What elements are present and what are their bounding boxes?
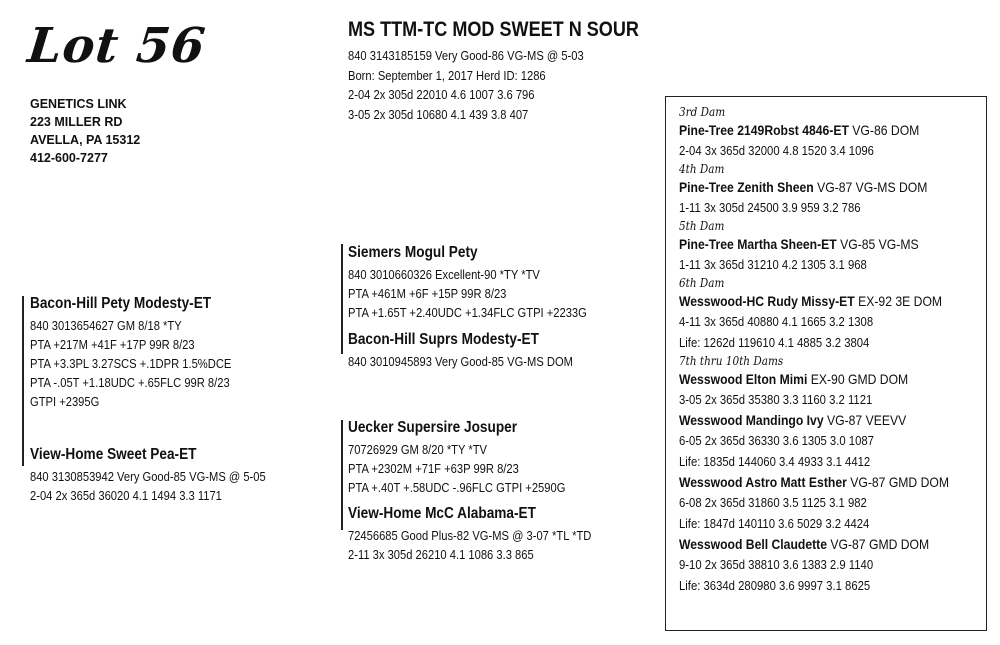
- sire-sire-line: PTA +461M +6F +15P 99R 8/23: [348, 286, 507, 301]
- ancestor-dam-registered-name: Pine-Tree 2149Robst 4846-ET: [679, 122, 853, 138]
- sire-dam-details: [348, 352, 573, 371]
- ancestor-dam-classification: VG-87 VEEVV: [826, 412, 907, 428]
- sire-line: PTA +3.3PL 3.27SCS +.1DPR 1.5%DCE: [30, 356, 232, 371]
- sire-dam-line: 840 3010945893 Very Good-85 VG-MS DOM: [348, 354, 573, 369]
- ancestor-dam-classification: EX-92 3E DOM: [858, 293, 943, 309]
- dam-dam-details: [348, 526, 591, 564]
- ancestor-dam-registered-name: Wesswood Mandingo Ivy: [679, 412, 827, 428]
- lot-title: Lot 56: [25, 18, 209, 74]
- generation-label: 4th Dam: [679, 162, 725, 176]
- maternal-line-list: [679, 104, 949, 596]
- subject-line: 2-04 2x 305d 22010 4.6 1007 3.6 796: [348, 87, 535, 102]
- sire-line: 840 3013654627 GM 8/18 *TY: [30, 318, 182, 333]
- ancestor-dam-name: [679, 120, 949, 140]
- ancestor-dam-registered-name: Pine-Tree Martha Sheen-ET: [679, 236, 841, 252]
- subject-line: 3-05 2x 305d 10680 4.1 439 3.8 407: [348, 106, 529, 122]
- sire-details: [30, 316, 231, 411]
- ancestor-dam-registered-name: Pine-Tree Zenith Sheen: [679, 179, 818, 195]
- subject-details: [348, 46, 584, 124]
- consigner-name: GENETICS LINK: [30, 97, 127, 111]
- ancestor-dam-registered-name: Wesswood-HC Rudy Missy-ET: [679, 293, 859, 309]
- ancestor-dam-record: 1-11 3x 305d 24500 3.9 959 3.2 786: [679, 200, 861, 215]
- sire-line: GTPI +2395G: [30, 394, 100, 409]
- generation-label: 6th Dam: [679, 276, 725, 290]
- consigner-phone: 412-600-7277: [30, 151, 108, 165]
- dam-line: 840 3130853942 Very Good-85 VG-MS @ 5-05: [30, 469, 266, 484]
- ancestor-dam-name: [679, 472, 949, 492]
- sire-sire-line: 840 3010660326 Excellent-90 *TY *TV: [348, 267, 540, 282]
- sire-sire-name: Siemers Mogul Pety: [348, 244, 478, 261]
- ancestor-dam-record: 6-05 2x 365d 36330 3.6 1305 3.0 1087: [679, 433, 874, 448]
- sire-sire-line: PTA +1.65T +2.40UDC +1.34FLC GTPI +2233G: [348, 305, 587, 320]
- ancestor-dam-classification: VG-87 VG-MS DOM: [817, 179, 928, 195]
- dam-details: [30, 467, 266, 505]
- generation-label: 3rd Dam: [679, 105, 726, 119]
- ancestor-dam-record: Life: 1847d 140110 3.6 5029 3.2 4424: [679, 516, 870, 531]
- dam-bracket: [341, 420, 343, 530]
- ancestor-dam-classification: VG-87 GMD DOM: [850, 474, 950, 490]
- ancestor-dam-name: [679, 234, 949, 254]
- ancestor-dam-name: [679, 291, 949, 311]
- ancestor-dam-registered-name: Wesswood Astro Matt Esther: [679, 474, 851, 490]
- sire-name: Bacon-Hill Pety Modesty-ET: [30, 295, 212, 312]
- consigner-address: [30, 95, 140, 167]
- ancestor-dam-classification: VG-87 GMD DOM: [830, 536, 930, 552]
- ancestor-dam-name: [679, 177, 949, 197]
- ancestor-dam-record: Life: 1262d 119610 4.1 4885 3.2 3804: [679, 335, 870, 350]
- dam-sire-line: PTA +2302M +71F +63P 99R 8/23: [348, 461, 519, 476]
- sire-dam-bracket: [22, 296, 24, 466]
- ancestor-dam-record: 3-05 2x 365d 35380 3.3 1160 3.2 1121: [679, 392, 873, 407]
- ancestor-dam-registered-name: Wesswood Bell Claudette: [679, 536, 831, 552]
- dam-dam-line: 2-11 3x 305d 26210 4.1 1086 3.3 865: [348, 547, 534, 562]
- sire-line: PTA +217M +41F +17P 99R 8/23: [30, 337, 195, 352]
- ancestor-dam-record: Life: 1835d 144060 3.4 4933 3.1 4412: [679, 454, 871, 469]
- consigner-city: AVELLA, PA 15312: [30, 133, 141, 147]
- ancestor-dam-name: [679, 410, 949, 430]
- ancestor-dam-classification: EX-90 GMD DOM: [810, 371, 909, 387]
- dam-dam-name: View-Home McC Alabama-ET: [348, 505, 536, 522]
- ancestor-dam-record: 9-10 2x 365d 38810 3.6 1383 2.9 1140: [679, 557, 874, 572]
- ancestor-dam-registered-name: Wesswood Elton Mimi: [679, 371, 811, 387]
- ancestor-dam-record: 4-11 3x 365d 40880 4.1 1665 3.2 1308: [679, 314, 874, 329]
- sire-dam-name: Bacon-Hill Suprs Modesty-ET: [348, 331, 539, 348]
- dam-sire-line: PTA +.40T +.58UDC -.96FLC GTPI +2590G: [348, 480, 566, 495]
- consigner-street: 223 MILLER RD: [30, 115, 123, 129]
- subject-line: Born: September 1, 2017 Herd ID: 1286: [348, 67, 546, 83]
- sire-bracket: [341, 244, 343, 354]
- dam-sire-name: Uecker Supersire Josuper: [348, 419, 518, 436]
- dam-dam-line: 72456685 Good Plus-82 VG-MS @ 3-07 *TL *TD: [348, 528, 592, 543]
- ancestor-dam-classification: VG-86 DOM: [852, 122, 920, 138]
- ancestor-dam-name: [679, 534, 949, 554]
- ancestor-dam-record: 1-11 3x 365d 31210 4.2 1305 3.1 968: [679, 257, 867, 272]
- ancestor-dam-record: Life: 3634d 280980 3.6 9997 3.1 8625: [679, 578, 871, 593]
- generation-label: 5th Dam: [679, 219, 725, 233]
- ancestor-dam-record: 6-08 2x 365d 31860 3.5 1125 3.1 982: [679, 495, 867, 510]
- dam-name: View-Home Sweet Pea-ET: [30, 446, 197, 463]
- dam-sire-details: [348, 440, 565, 497]
- subject-name: MS TTM-TC MOD SWEET N SOUR: [348, 18, 639, 41]
- ancestor-dam-classification: VG-85 VG-MS: [840, 236, 919, 252]
- sire-line: PTA -.05T +1.18UDC +.65FLC 99R 8/23: [30, 375, 230, 390]
- generation-label: 7th thru 10th Dams: [679, 354, 784, 368]
- dam-line: 2-04 2x 365d 36020 4.1 1494 3.3 1171: [30, 488, 222, 503]
- subject-line: 840 3143185159 Very Good-86 VG-MS @ 5-03: [348, 48, 584, 63]
- ancestor-dam-name: [679, 369, 949, 389]
- dam-sire-line: 70726929 GM 8/20 *TY *TV: [348, 442, 488, 457]
- ancestor-dam-record: 2-04 3x 365d 32000 4.8 1520 3.4 1096: [679, 143, 874, 158]
- sire-sire-details: [348, 265, 587, 322]
